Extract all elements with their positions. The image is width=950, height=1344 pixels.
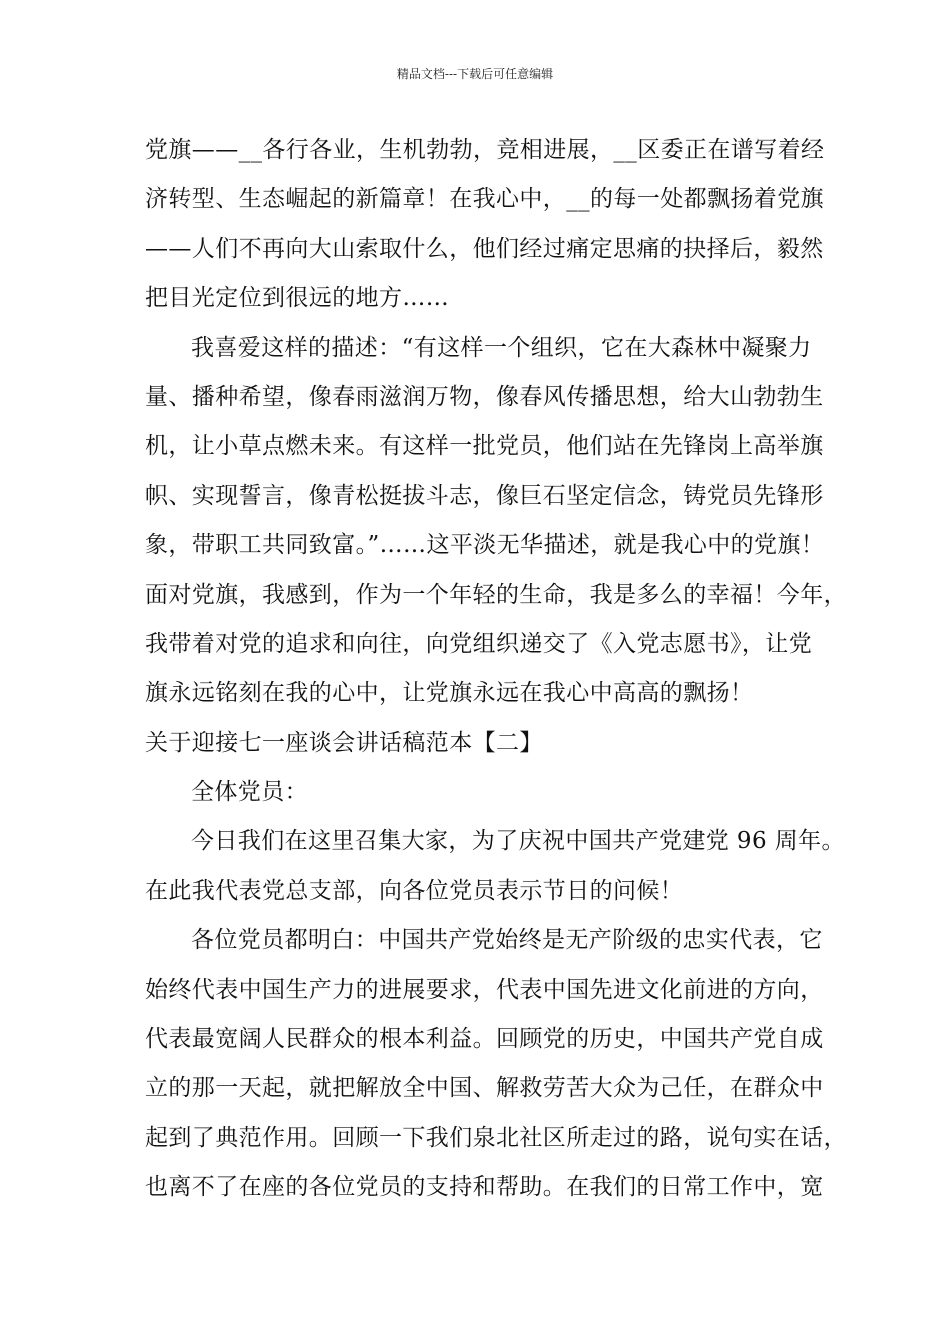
text-line: 面对党旗，我感到，作为一个年轻的生命，我是多么的幸福！今年， xyxy=(145,581,847,608)
text-line: 起到了典范作用。回顾一下我们泉北社区所走过的路，说句实在话， xyxy=(145,1124,847,1151)
text-line: 今日我们在这里召集大家，为了庆祝中国共产党建党 96 周年。 xyxy=(191,828,845,855)
text-line: 各位党员都明白：中国共产党始终是无产阶级的忠实代表，它 xyxy=(191,927,823,954)
text-line: 机，让小草点燃未来。有这样一批党员，他们站在先锋岗上高举旗 xyxy=(145,433,824,460)
text-line: 始终代表中国生产力的进展要求，代表中国先进文化前进的方向， xyxy=(145,976,824,1003)
salutation: 全体党员： xyxy=(191,779,308,806)
text-line: 我喜爱这样的描述：“有这样一个组织，它在大森林中凝聚力 xyxy=(191,334,812,361)
text-line: 帜、实现誓言，像青松挺拔斗志，像巨石坚定信念，铸党员先锋形 xyxy=(145,482,824,509)
text-line: 党旗——__各行各业，生机勃勃，竞相进展，__区委正在谱写着经 xyxy=(145,137,825,163)
text-line: 立的那一天起，就把解放全中国、解救劳苦大众为己任，在群众中 xyxy=(145,1075,824,1102)
text-line: ——人们不再向大山索取什么，他们经过痛定思痛的抉择后，毅然 xyxy=(145,235,824,262)
text-line: 旗永远铭刻在我的心中，让党旗永远在我心中高高的飘扬！ xyxy=(145,680,754,707)
section-heading: 关于迎接七一座谈会讲话稿范本【二】 xyxy=(145,729,543,756)
text-line: 代表最宽阔人民群众的根本利益。回顾党的历史，中国共产党自成 xyxy=(145,1026,824,1053)
text-line: 济转型、生态崛起的新篇章！在我心中，__的每一处都飘扬着党旗 xyxy=(145,186,824,213)
text-line: 象，带职工共同致富。”……这平淡无华描述，就是我心中的党旗！ xyxy=(145,532,825,559)
page-header: 精品文档---下载后可任意编辑 xyxy=(396,67,554,81)
document-body xyxy=(145,126,847,1213)
text-line: 我带着对党的追求和向往，向党组织递交了《入党志愿书》，让党 xyxy=(145,630,813,657)
text-line: 把目光定位到很远的地方…… xyxy=(145,285,450,312)
text-line: 量、播种希望，像春雨滋润万物，像春风传播思想，给大山勃勃生 xyxy=(145,383,824,410)
text-line: 也离不了在座的各位党员的支持和帮助。在我们的日常工作中，宽 xyxy=(145,1174,824,1201)
text-line: 在此我代表党总支部，向各位党员表示节日的问候！ xyxy=(145,877,684,904)
